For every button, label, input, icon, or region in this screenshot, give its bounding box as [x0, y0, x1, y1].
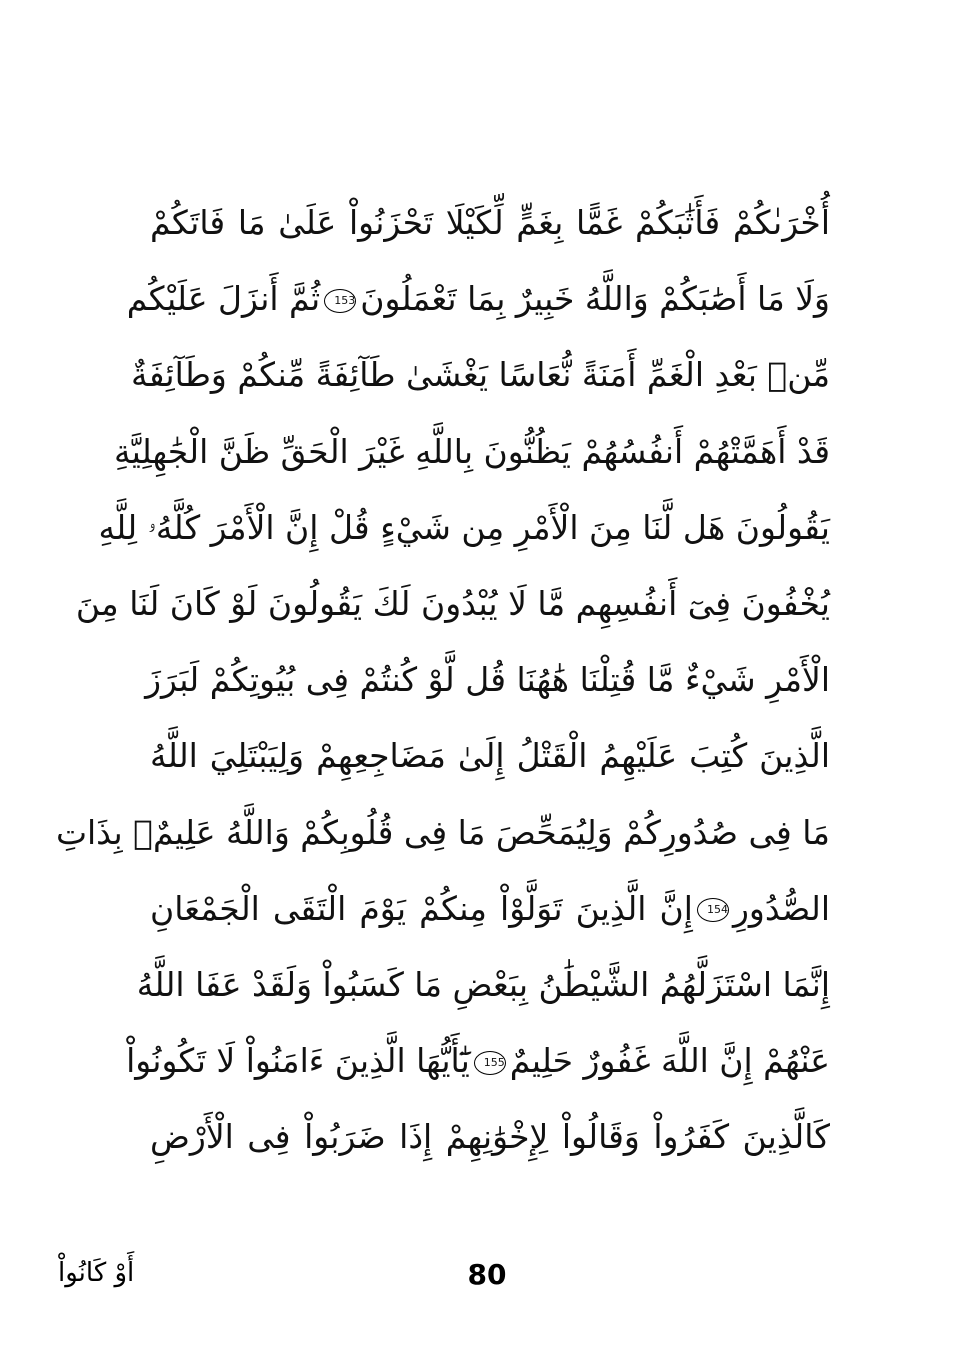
text-line: الَّذِينَ كُتِبَ عَلَيْهِمُ الْقَتْلُ إِلَىٰ مَضَاجِعِهِمْ وَلِيَبْتَلِيَ اللَّهُ [150, 736, 830, 776]
ayah-number-marker: 154 [697, 898, 729, 922]
line-segment: إِنَّ الَّذِينَ تَوَلَّوْاْ مِنكُمْ يَوْمَ الْتَقَى الْجَمْعَانِ [150, 888, 693, 928]
line-segment: وَلَا مَا أَصَٰبَكُمْ وَاللَّهُ خَبِيرٌ بِمَا تَعْمَلُونَ [360, 279, 830, 319]
text-line: إِنَّمَا اسْتَزَلَّهُمُ الشَّيْطَٰنُ بِبَعْضِ مَا كَسَبُواْ وَلَقَدْ عَفَا اللَّهُ [136, 964, 830, 1004]
ayah-number-marker: 153 [324, 289, 356, 313]
line-segment: الصُّدُورِ [732, 888, 830, 928]
ayah-number-marker: 155 [474, 1051, 506, 1075]
catchword: أَوْ كَانُواْ [58, 1258, 135, 1288]
page-number: 80 [467, 1258, 507, 1291]
text-line: كَالَّذِينَ كَفَرُواْ وَقَالُواْ لِإِخْوَٰنِهِمْ إِذَا ضَرَبُواْ فِى الْأَرْضِ [150, 1117, 830, 1157]
text-line: يَقُولُونَ هَل لَّنَا مِنَ الْأَمْرِ مِن شَيْءٍ قُلْ إِنَّ الْأَمْرَ كُلَّهُۥ لِلَّهِ [98, 507, 830, 547]
text-line [150, 871, 830, 947]
text-line [126, 261, 830, 337]
text-line: الْأَمْرِ شَيْءٌ مَّا قُتِلْنَا هَٰهُنَا قُل لَّوْ كُنتُمْ فِى بُيُوتِكُمْ لَبَرَزَ [145, 660, 830, 700]
text-line: يُخْفُونَ فِىٓ أَنفُسِهِم مَّا لَا يُبْدُونَ لَكَ يَقُولُونَ لَوْ كَانَ لَنَا مِنَ [75, 583, 830, 623]
quran-text-block [55, 185, 830, 1175]
line-segment: يَٰٓأَيُّهَا الَّذِينَ ءَامَنُواْ لَا تَكُونُواْ [126, 1041, 470, 1081]
text-line: مِّنۢ بَعْدِ الْغَمِّ أَمَنَةً نُّعَاسًا يَغْشَىٰ طَآئِفَةً مِّنكُمْ وَطَآئِفَةٌ [131, 355, 830, 395]
text-line [126, 1023, 830, 1099]
line-segment: عَنْهُمْ إِنَّ اللَّهَ غَفُورٌ حَلِيمٌ [509, 1041, 830, 1081]
text-line: قَدْ أَهَمَّتْهُمْ أَنفُسُهُمْ يَظُنُّونَ بِاللَّهِ غَيْرَ الْحَقِّ ظَنَّ الْجَٰهِلِيَّةِ [113, 431, 830, 471]
text-line: أُخْرَىٰكُمْ فَأَثَٰبَكُمْ غَمًّا بِغَمٍّ لِّكَيْلَا تَحْزَنُواْ عَلَىٰ مَا فَاتَكُمْ [150, 203, 830, 242]
line-segment: ثُمَّ أَنزَلَ عَلَيْكُم [126, 279, 321, 319]
text-line: مَا فِى صُدُورِكُمْ وَلِيُمَحِّصَ مَا فِى قُلُوبِكُمْ وَاللَّهُ عَلِيمٌۢ بِذَاتِ [55, 812, 830, 852]
